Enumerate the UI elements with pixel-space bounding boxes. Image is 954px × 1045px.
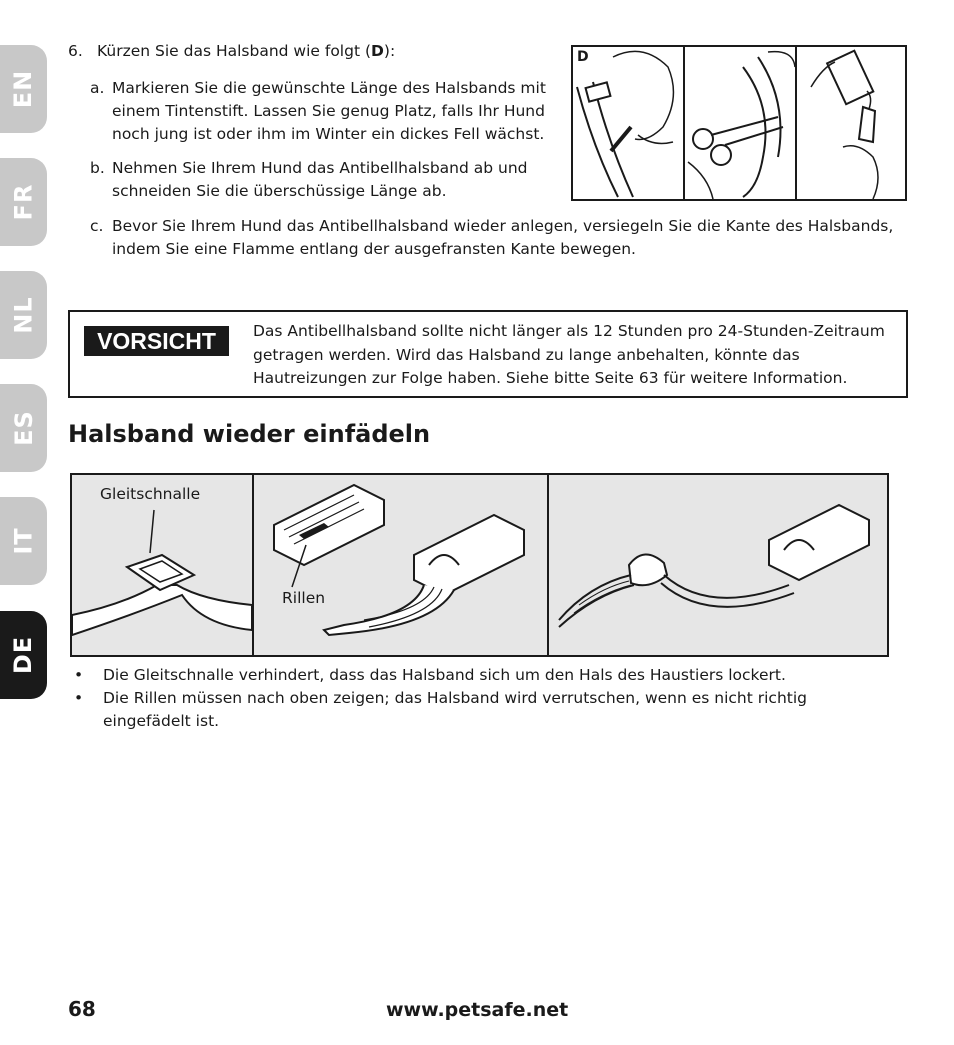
step6-figure-ref: D xyxy=(371,42,384,60)
strip-panel-threaded xyxy=(547,475,889,655)
section-title: Halsband wieder einfädeln xyxy=(68,420,431,448)
step6-intro xyxy=(97,40,557,63)
rethreading-illustration xyxy=(70,473,889,657)
step6a-marker: a. xyxy=(90,79,105,97)
tab-de-label: DE xyxy=(9,635,38,675)
step6-number: 6. xyxy=(68,42,83,60)
step6-intro-end: ): xyxy=(383,42,396,60)
step6c-marker: c. xyxy=(90,217,104,235)
list-item xyxy=(74,687,914,733)
bullet-symbol: • xyxy=(74,666,84,684)
figure-d-label: D xyxy=(577,49,589,65)
step6c-text: Bevor Sie Ihrem Hund das Antibellhalsband wieder anlegen, versiegeln Sie die Kante des Halsbands, indem Sie eine Flamme entlang der ausgefransten Kante bewegen. xyxy=(112,217,894,258)
tab-en[interactable] xyxy=(0,45,47,133)
tab-fr-label: FR xyxy=(9,183,38,221)
figure-d xyxy=(571,45,907,201)
strip-panel-grooves xyxy=(252,475,549,655)
step6-intro-text: Kürzen Sie das Halsband wie folgt ( xyxy=(97,42,372,60)
slide-buckle-drawing xyxy=(72,475,252,655)
tab-fr[interactable] xyxy=(0,158,47,246)
tab-it-label: IT xyxy=(9,527,38,555)
slide-buckle-label: Gleitschnalle xyxy=(100,485,201,503)
page-number: 68 xyxy=(68,997,96,1021)
figure-d-illustration xyxy=(573,47,905,199)
tab-nl-label: NL xyxy=(9,296,38,334)
caution-text: Das Antibellhalsband sollte nicht länger als 12 Stunden pro 24-Stunden-Zeitraum getragen werden. Wird das Halsband zu lange anbehalten, könnte das Hautreizungen zur Folge haben. Siehe bitte Seite 63 für weitere Information. xyxy=(253,322,885,387)
tab-en-label: EN xyxy=(9,69,38,109)
bullet-list xyxy=(74,664,914,733)
strip-panel-buckle xyxy=(72,475,252,655)
tab-es[interactable] xyxy=(0,384,47,472)
caution-box xyxy=(68,310,908,398)
bullet-text: Die Gleitschnalle verhindert, dass das Halsband sich um den Hals des Haustiers lockert. xyxy=(103,666,786,684)
step6b-text: Nehmen Sie Ihrem Hund das Antibellhalsband ab und schneiden Sie die überschüssige Länge ab. xyxy=(112,159,528,200)
tab-it[interactable] xyxy=(0,497,47,585)
threaded-collar-drawing xyxy=(549,475,889,655)
grooves-drawing xyxy=(254,475,549,655)
list-item xyxy=(74,664,914,687)
tab-de[interactable] xyxy=(0,611,47,699)
bullet-text: Die Rillen müssen nach oben zeigen; das Halsband wird verrutschen, wenn es nicht richtig eingefädelt ist. xyxy=(103,689,807,730)
step6a-text: Markieren Sie die gewünschte Länge des Halsbands mit einem Tintenstift. Lassen Sie genug Platz, falls Ihr Hund noch jung ist oder ihm im Winter ein dickes Fell wächst. xyxy=(112,79,546,143)
tab-es-label: ES xyxy=(9,410,38,446)
website-link[interactable]: www.petsafe.net xyxy=(386,999,569,1021)
grooves-label: Rillen xyxy=(282,589,326,607)
caution-badge: VORSICHT xyxy=(84,326,229,356)
bullet-symbol: • xyxy=(74,689,84,707)
tab-nl[interactable] xyxy=(0,271,47,359)
step6b-marker: b. xyxy=(90,159,105,177)
